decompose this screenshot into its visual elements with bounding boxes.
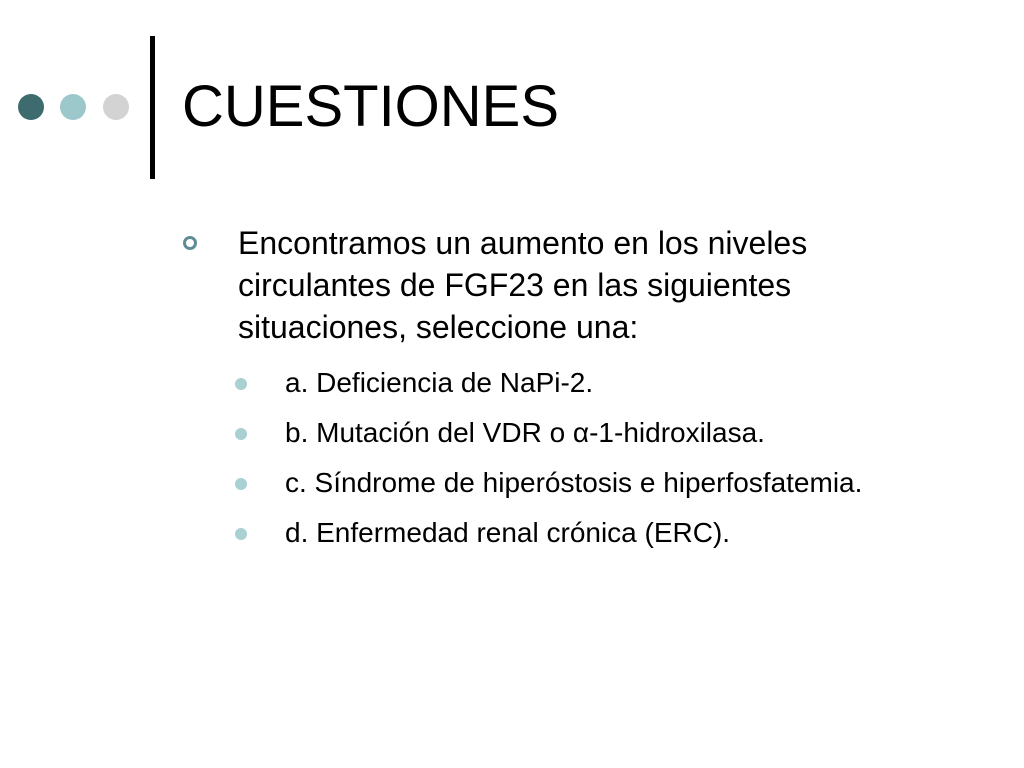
option-bullet-icon: [235, 528, 247, 540]
decorative-dot-light: [103, 94, 129, 120]
slide-title: CUESTIONES: [182, 74, 560, 139]
question-bullet-icon: [183, 236, 197, 250]
option-bullet-icon: [235, 378, 247, 390]
option-label: a. Deficiencia de NaPi-2.: [285, 367, 594, 398]
answer-option-a: [235, 364, 875, 402]
option-label: d. Enfermedad renal crónica (ERC).: [285, 517, 731, 548]
decorative-dot-dark: [18, 94, 44, 120]
answer-option-c: [235, 464, 875, 502]
option-label: c. Síndrome de hiperóstosis e hiperfosfatemia.: [285, 467, 863, 498]
title-divider-line: [150, 36, 155, 179]
answer-options-list: [235, 364, 875, 564]
question-text: Encontramos un aumento en los niveles circulantes de FGF23 en las siguientes situaciones, seleccione una:: [238, 225, 808, 345]
answer-option-d: [235, 514, 875, 552]
option-bullet-icon: [235, 478, 247, 490]
decorative-dot-mid: [60, 94, 86, 120]
answer-option-b: [235, 414, 875, 452]
option-bullet-icon: [235, 428, 247, 440]
option-label: b. Mutación del VDR o α-1-hidroxilasa.: [285, 417, 765, 448]
